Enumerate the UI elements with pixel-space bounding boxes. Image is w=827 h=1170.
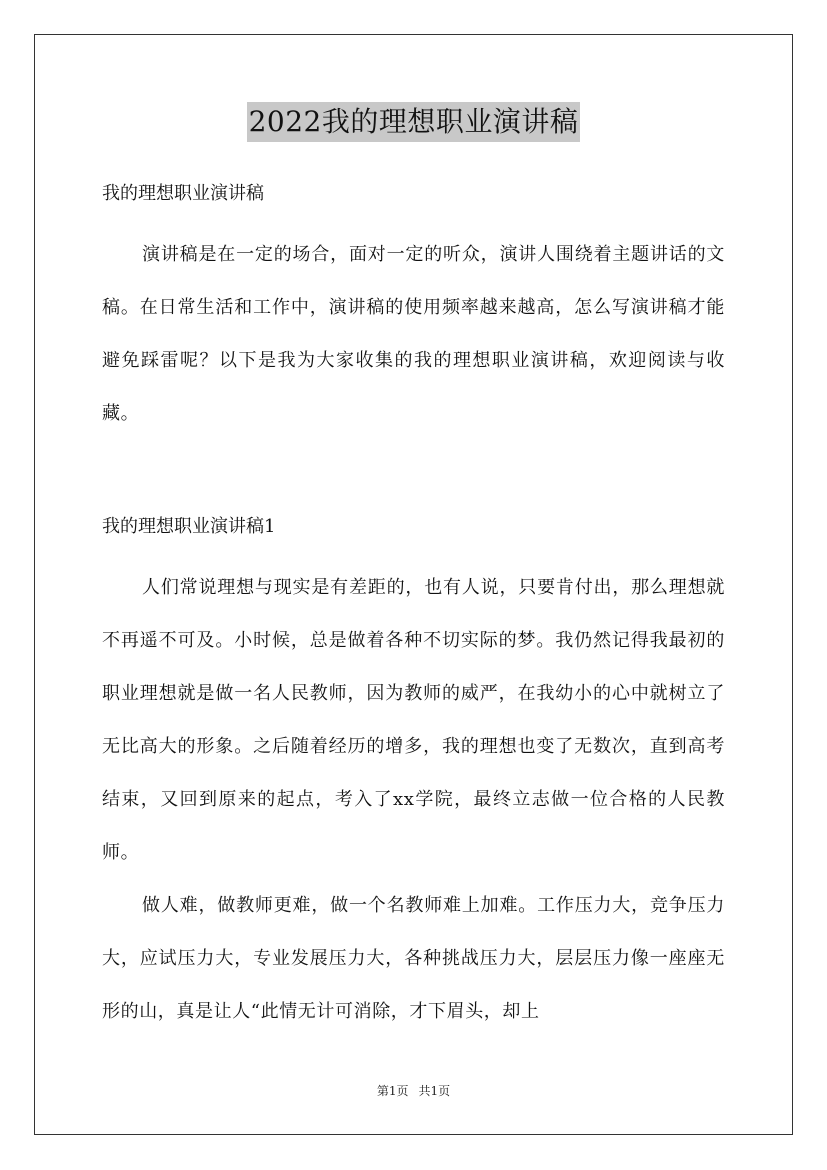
document-title: 2022我的理想职业演讲稿 [247,102,581,142]
page-total: 共1页 [418,1084,451,1098]
intro-paragraph: 演讲稿是在一定的场合，面对一定的听众，演讲人围绕着主题讲话的文稿。在日常生活和工作中，演讲稿的使用频率越来越高，怎么写演讲稿才能避免踩雷呢？以下是我为大家收集的我的理想职业演讲稿，欢迎阅读与收藏。 [102,244,725,424]
document-subtitle: 我的理想职业演讲稿 [102,183,264,204]
title-container [0,102,827,142]
section-gap [102,440,725,508]
body-paragraph-1: 人们常说理想与现实是有差距的，也有人说，只要肯付出，那么理想就不再遥不可及。小时候，总是做着各种不切实际的梦。我仍然记得我最初的职业理想就是做一名人民教师，因为教师的威严，在我幼小的心中就树立了无比高大的形象。之后随着经历的增多，我的理想也变了无数次，直到高考结束，又回到原来的起点，考入了xx学院，最终立志做一位合格的人民教师。 [102,577,725,863]
page-footer [0,1082,827,1100]
page-number: 第1页 [376,1084,409,1098]
document-body [102,175,725,1038]
body-paragraph-2: 做人难，做教师更难，做一个名教师难上加难。工作压力大，竞争压力大，应试压力大，专业发展压力大，各种挑战压力大，层层压力像一座座无形的山，真是让人“此情无计可消除，才下眉头，却上 [102,895,725,1022]
section-heading: 我的理想职业演讲稿1 [102,516,276,537]
